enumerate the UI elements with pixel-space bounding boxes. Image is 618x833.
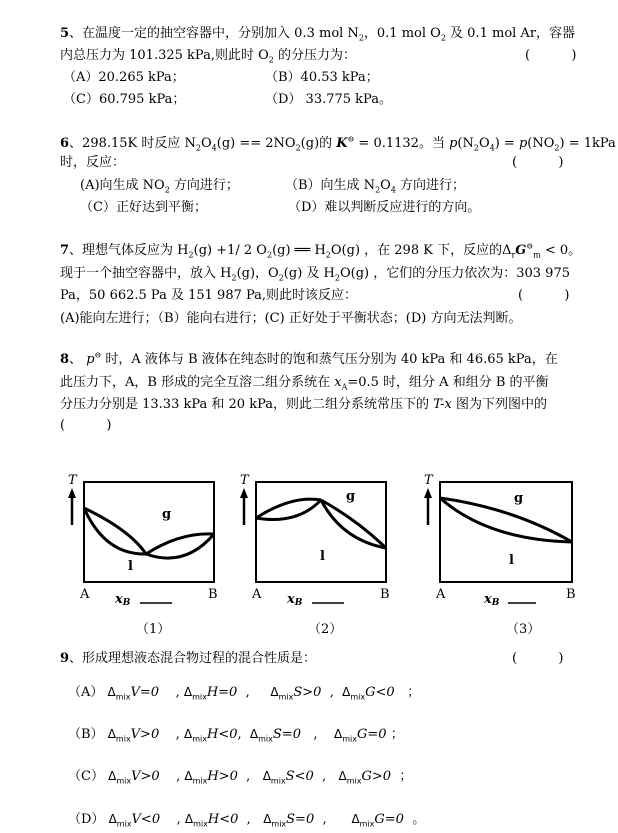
q7-text: (g) +1/ 2 O: [193, 243, 267, 258]
q6-text: (NO: [527, 136, 555, 151]
delta-g-value: G<0: [365, 685, 395, 700]
q6-option-a: [80, 178, 239, 194]
q6-option-d: （D）难以判断反应进行的方向。: [288, 200, 481, 215]
delta-mix: $\Delta_{mix}$: [184, 812, 208, 829]
q7-sub: m: [533, 250, 541, 260]
q6-sub: 4: [390, 185, 396, 195]
q7-text: 现于一个抽空容器中，放入 H: [60, 266, 232, 281]
gas-label: g: [514, 491, 524, 506]
q5-text: 及 0.1 mol Ar，容器: [445, 26, 576, 41]
q6-text: = 0.1132。当: [354, 136, 450, 151]
q9-answer-blank[interactable]: ( ): [512, 651, 564, 666]
q5-option-c: （C）60.795 kPa；: [63, 92, 186, 107]
q6-answer-blank[interactable]: ( ): [512, 155, 564, 170]
component-a-label: A: [252, 587, 262, 602]
q6-text: ) =: [494, 136, 519, 151]
delta-h-value: H=0: [206, 685, 238, 700]
delta-mix: $\Delta_{mix}$: [108, 769, 132, 786]
liquid-label: l: [128, 559, 133, 574]
q8-text: 、: [69, 352, 87, 367]
gas-label: g: [346, 489, 356, 504]
q7-text: < 0。: [540, 243, 582, 258]
q5-number: 5: [60, 26, 70, 41]
liquid-curve: [440, 498, 572, 542]
delta-v-value: V<0: [131, 812, 161, 827]
delta-mix: $\Delta_{mix}$: [184, 769, 208, 786]
q7-text: 、理想气体反应为 H: [69, 243, 189, 258]
q6-option-b: [285, 178, 465, 194]
option-label: （C）: [68, 769, 104, 784]
t-axis-label: T: [424, 473, 433, 488]
q7-line-3: Pa，50 662.5 Pa 及 151 987 Pa,则此时该反应：: [60, 288, 358, 303]
component-a-label: A: [80, 587, 90, 602]
q6-line-1: [60, 136, 616, 152]
option-label: （A）: [68, 685, 104, 700]
q7-text: (g) 及 H: [283, 266, 335, 281]
figure-caption: （2）: [308, 622, 343, 637]
delta-v-value: V>0: [130, 727, 160, 742]
q5-text: 、在温度一定的抽空容器中，分别加入 0.3 mol N: [69, 26, 359, 41]
delta-mix: $\Delta_{mix}$: [342, 685, 366, 702]
q6-text: O: [478, 136, 490, 151]
q6-sub: 2: [295, 143, 301, 153]
p-symbol: p: [86, 352, 95, 367]
delta-s-value: S<0: [285, 769, 314, 784]
q6-sub: 2: [164, 185, 170, 195]
liquid-label: l: [509, 553, 514, 568]
t-axis-label: T: [68, 473, 77, 488]
delta-s-value: S=0: [272, 727, 301, 742]
q8-text: 时，A 液体与 B 液体在纯态时的饱和蒸气压分别为 40 kPa 和 46.65 kPa，在: [101, 352, 558, 367]
p-symbol: p: [518, 136, 528, 151]
q7-sub: 2: [266, 250, 273, 260]
x-axis-label: xB: [115, 592, 131, 608]
q6-text: 方向进行；: [395, 178, 466, 193]
delta-h-value: H<0: [207, 812, 239, 827]
x-symbol: x: [334, 375, 342, 390]
delta-mix: $\Delta_{mix}$: [183, 685, 207, 702]
delta-mix: $\Delta_{mix}$: [108, 812, 132, 829]
q5-text: 内总压力为 101.325 kPa,则此时 O: [60, 48, 269, 63]
x-axis-label: xB: [484, 592, 500, 608]
q8-text: 分压力分别是 13.33 kPa 和 20 kPa，则此二组分系统常压下的: [60, 397, 434, 412]
q8-number: 8: [60, 352, 70, 367]
q9-text: 、形成理想液态混合物过程的混合性质是：: [69, 651, 317, 666]
component-b-label: B: [208, 587, 218, 602]
q7-sub: 2: [334, 273, 340, 283]
q8-text: 此压力下，A，B 形成的完全互溶二组分系统在: [60, 375, 335, 390]
delta-mix: $\Delta_{mix}$: [338, 769, 362, 786]
q8-text: 图为下列图中的: [451, 397, 548, 412]
q9-option-a: （A） $\Delta_{mix}V=0$ , $\Delta_{mix}H=0$ , $\Delta_{mix}S>0$ , $\Delta_{mix}G<0$ ；: [68, 685, 421, 702]
delta-mix: $\Delta_{mix}$: [107, 727, 131, 744]
q7-sub: 2: [231, 273, 237, 283]
phase-diagram-3: [418, 470, 588, 644]
up-arrow-icon: [424, 488, 432, 498]
vapor-curve: [321, 500, 386, 548]
q8-line-2: [60, 375, 549, 391]
q6-text: O: [380, 178, 391, 193]
q6-option-c: （C）正好达到平衡；: [80, 200, 207, 215]
q6-sub: 2: [473, 143, 479, 153]
q7-text: (g)，O: [236, 266, 279, 281]
q9-option-d: （D） $\Delta_{mix}V<0$ , $\Delta_{mix}H<0$ , $\Delta_{mix}S=0$ , $\Delta_{mix}G=0$ 。: [68, 812, 426, 829]
option-end: 。: [412, 812, 426, 827]
p-symbol: p: [449, 136, 458, 151]
q8-answer-blank[interactable]: ( ): [60, 418, 112, 433]
q7-text: (g) ══ H: [272, 243, 326, 258]
option-end: ；: [390, 727, 404, 742]
q6-sub: 2: [554, 143, 560, 153]
delta-mix: $\Delta_{mix}$: [351, 812, 375, 829]
delta-s-value: S=0: [286, 812, 315, 827]
delta-mix: $\Delta_{mix}$: [262, 769, 286, 786]
k-symbol: K: [336, 136, 348, 151]
q6-text: 方向进行；: [169, 178, 239, 193]
q6-sub: 4: [489, 143, 495, 153]
q7-sub: r: [511, 250, 516, 260]
delta-h-value: H<0: [207, 727, 238, 742]
q7-sub: 2: [188, 250, 194, 260]
option-label: （B）: [68, 727, 104, 742]
q5-sub: 2: [268, 55, 274, 65]
figure-caption: （1）: [136, 622, 171, 637]
delta-mix: $\Delta_{mix}$: [249, 727, 273, 744]
q9-stem: [60, 651, 316, 667]
q7-line-1: [60, 243, 581, 259]
q7-text: O(g) ，它们的分压力依次为：303 975: [339, 266, 570, 281]
q5-option-a: （A）20.265 kPa；: [63, 70, 185, 85]
q7-line-2: [60, 266, 570, 282]
q7-sub: 2: [325, 250, 331, 260]
up-arrow-icon: [240, 488, 248, 498]
q5-text: ，0.1 mol O: [363, 26, 441, 41]
q8-text: =0.5 时，组分 A 和组分 B 的平衡: [347, 375, 549, 390]
q6-sub: 2: [375, 185, 381, 195]
q8-line-1: [60, 352, 558, 368]
diagram-frame: [84, 482, 214, 582]
q5-option-b: （B）40.53 kPa；: [265, 70, 379, 85]
delta-mix: $\Delta_{mix}$: [334, 727, 357, 744]
q6-text: (g)的: [300, 136, 337, 151]
q5-line-2: [60, 48, 356, 64]
up-arrow-icon: [68, 488, 76, 498]
t-axis-label: T: [240, 473, 249, 488]
q6-sub: 4: [211, 143, 217, 153]
component-a-label: A: [436, 587, 446, 602]
q6-line-2: 时，反应：: [60, 155, 126, 170]
delta-mix: $\Delta_{mix}$: [184, 727, 207, 744]
q5-option-d: （D） 33.775 kPa。: [265, 92, 392, 107]
q6-number: 6: [60, 136, 70, 151]
q5-line-1: [60, 26, 575, 42]
delta-v-value: V>0: [131, 769, 160, 784]
delta-mix: $\Delta_{mix}$: [263, 812, 287, 829]
standard-state-icon: ⊖: [94, 350, 102, 360]
liquid-curve: [84, 508, 146, 554]
delta-symbol: Δ: [502, 243, 512, 258]
standard-state-icon: ⊖: [526, 241, 534, 251]
component-b-label: B: [380, 587, 390, 602]
delta-s-value: S>0: [293, 685, 322, 700]
q6-text: (g) == 2NO: [216, 136, 296, 151]
q9-option-c: （C） $\Delta_{mix}V>0$ , $\Delta_{mix}H>0$ , $\Delta_{mix}S<0$ , $\Delta_{mix}G>0$ ；: [68, 769, 413, 786]
delta-h-value: H>0: [207, 769, 238, 784]
q5-answer-blank[interactable]: ( ): [525, 48, 577, 63]
liquid-label: l: [320, 549, 325, 564]
standard-state-icon: ⊖: [347, 134, 355, 144]
option-label: （D）: [68, 812, 105, 827]
delta-g-value: G=0: [374, 812, 404, 827]
q7-options: (A)能向左进行；（B）能向右进行；(C) 正好处于平衡状态；(D) 方向无法判断。: [60, 311, 522, 326]
tx-symbol: T-x: [433, 397, 452, 412]
q9-number: 9: [60, 651, 70, 666]
option-end: ；: [407, 685, 421, 700]
q7-number: 7: [60, 243, 70, 258]
q6-text: (N: [457, 136, 474, 151]
delta-mix: $\Delta_{mix}$: [107, 685, 131, 702]
q6-text: （B）向生成 N: [285, 178, 376, 193]
x-axis-label: xB: [287, 592, 303, 608]
phase-diagram-1: [60, 470, 230, 644]
delta-g-value: G=0: [357, 727, 387, 742]
phase-diagram-2: [232, 470, 402, 644]
figure-caption: （3）: [506, 622, 541, 637]
q6-text: ) = 1kPa: [559, 136, 616, 151]
q7-text: O(g) ，在 298 K 下，反应的: [330, 243, 503, 258]
q7-answer-blank[interactable]: ( ): [518, 288, 570, 303]
q8-line-3: [60, 397, 547, 413]
q9-option-b: （B） $\Delta_{mix}V>0$ , $\Delta_{mix}H<0$, $\Delta_{mix}S=0$ , $\Delta_{mix}G=0$ ；: [68, 727, 404, 744]
q6-sub: 2: [195, 143, 201, 153]
q6-text: 、298.15K 时反应 N: [69, 136, 196, 151]
q8-sub: A: [341, 382, 348, 392]
delta-g-value: G>0: [361, 769, 392, 784]
q5-sub: 2: [440, 33, 446, 43]
vapor-curve: [440, 498, 572, 542]
delta-v-value: V=0: [130, 685, 160, 700]
g-symbol: G: [515, 243, 527, 258]
gas-label: g: [162, 507, 172, 522]
q7-sub: 2: [278, 273, 284, 283]
option-end: ；: [399, 769, 413, 784]
q5-sub: 2: [358, 33, 364, 43]
component-b-label: B: [566, 587, 576, 602]
delta-mix: $\Delta_{mix}$: [270, 685, 294, 702]
q6-text: (A)向生成 NO: [80, 178, 165, 193]
q5-text: 的分压力为：: [273, 48, 356, 63]
q6-text: O: [200, 136, 212, 151]
